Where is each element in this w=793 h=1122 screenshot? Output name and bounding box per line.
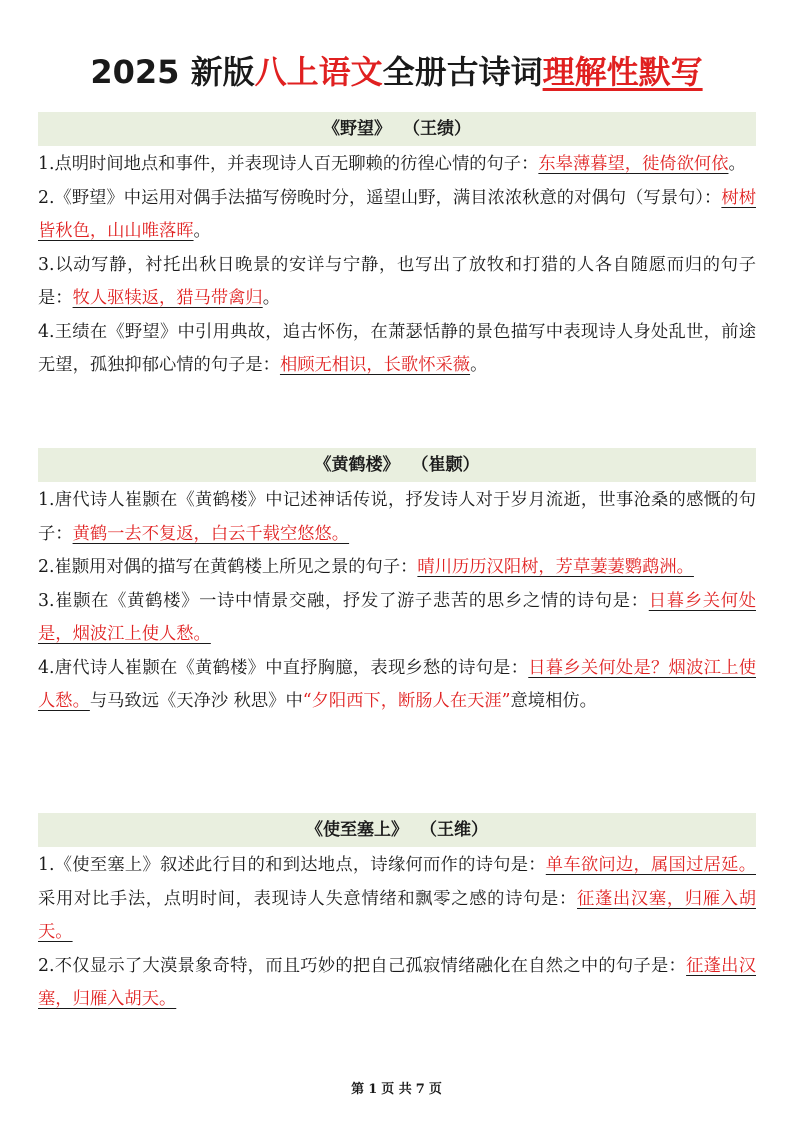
answer-text: 东皋薄暮望，徙倚欲何依	[538, 154, 729, 174]
question-item: 4.唐代诗人崔颢在《黄鹤楼》中直抒胸臆，表现乡愁的诗句是：日暮乡关何处是？烟波江上使人愁。与马致远《天净沙 秋思》中“夕阳西下，断肠人在天涯”意境相仿。	[38, 657, 756, 711]
question-item: 2.《野望》中运用对偶手法描写傍晚时分，遥望山野，满目浓浓秋意的对偶句（写景句）：树树皆秋色，山山唯落晖。	[38, 187, 756, 241]
page-number: 1	[368, 1082, 378, 1097]
question-item: 3.以动写静，衬托出秋日晚景的安详与宁静，也写出了放牧和打猎的人各自随愿而归的句子是：牧人驱犊返，猎马带禽归。	[38, 254, 756, 308]
answer-text: 黄鹤一去不复返，白云千载空悠悠。	[72, 523, 350, 544]
section-header	[38, 112, 756, 146]
question-item: 1.《使至塞上》叙述此行目的和到达地点，诗缘何而作的诗句是：单车欲问边，属国过居延。采用对比手法，点明时间，表现诗人失意情绪和飘零之感的诗句是：征蓬出汉塞，归雁入胡天。	[38, 855, 756, 942]
answer-text: 树树皆秋色，山山唯落晖	[38, 187, 756, 241]
question-item: 2.崔颢用对偶的描写在黄鹤楼上所见之景的句子：晴川历历汉阳树，芳草萋萋鹦鹉洲。	[38, 557, 694, 577]
page-footer: 第 1 页 共 7 页	[351, 1082, 442, 1097]
title-scope: 全册古诗词	[382, 53, 543, 91]
question-item: 1.点明时间地点和事件，并表现诗人百无聊赖的彷徨心情的句子：东皋薄暮望，徙倚欲何依。	[38, 154, 746, 174]
answer-text: 牧人驱犊返，猎马带禽归	[72, 288, 263, 308]
section-author: （王绩）	[403, 119, 471, 139]
section-author: （王维）	[420, 820, 488, 840]
title-topic: 理解性默写	[542, 53, 703, 91]
page-total: 7	[415, 1082, 425, 1097]
title-grade: 八上语文	[254, 53, 383, 91]
section-huanghelou	[38, 448, 756, 719]
question-item: 4.王绩在《野望》中引用典故，追古怀伤，在萧瑟恬静的景色描写中表现诗人身处乱世，前途无望，孤独抑郁心情的句子是：相顾无相识，长歌怀采薇。	[38, 321, 756, 375]
answer-text: 日暮乡关何处是，烟波江上使人愁。	[38, 590, 756, 644]
title-year: 2025 新版	[90, 53, 255, 91]
section-author: （崔颢）	[411, 455, 480, 475]
answer-text: 相顾无相识，长歌怀采薇	[279, 355, 471, 375]
section-title: 《使至塞上》	[306, 820, 408, 840]
answer-text: 征蓬出汉塞，归雁入胡天。	[38, 955, 756, 1009]
section-yewang	[38, 112, 756, 383]
question-item: 2.不仅显示了大漠景象奇特，而且巧妙的把自己孤寂情绪融化在自然之中的句子是：征蓬出汉塞，归雁入胡天。	[38, 955, 756, 1009]
question-item: 3.崔颢在《黄鹤楼》一诗中情景交融，抒发了游子悲苦的思乡之情的诗句是：日暮乡关何处是，烟波江上使人愁。	[38, 590, 756, 644]
question-item: 1.唐代诗人崔颢在《黄鹤楼》中记述神话传说，抒发诗人对于岁月流逝，世事沧桑的感慨的句子：黄鹤一去不复返，白云千载空悠悠。	[38, 490, 756, 544]
page-title	[0, 50, 793, 94]
section-title: 《黄鹤楼》	[314, 455, 400, 475]
answer-text: 晴川历历汉阳树，芳草萋萋鹦鹉洲。	[417, 557, 694, 577]
section-header	[38, 813, 756, 847]
quoted-line: “夕阳西下，断肠人在天涯”	[302, 691, 511, 711]
section-title: 《野望》	[323, 119, 391, 139]
answer-text: 单车欲问边，属国过居延。	[545, 855, 756, 875]
section-shizhisaishang	[38, 813, 756, 1017]
answer-text: 征蓬出汉塞，归雁入胡天。	[38, 888, 756, 942]
section-header	[38, 448, 756, 482]
answer-text: 日暮乡关何处是？烟波江上使人愁。	[38, 657, 756, 711]
